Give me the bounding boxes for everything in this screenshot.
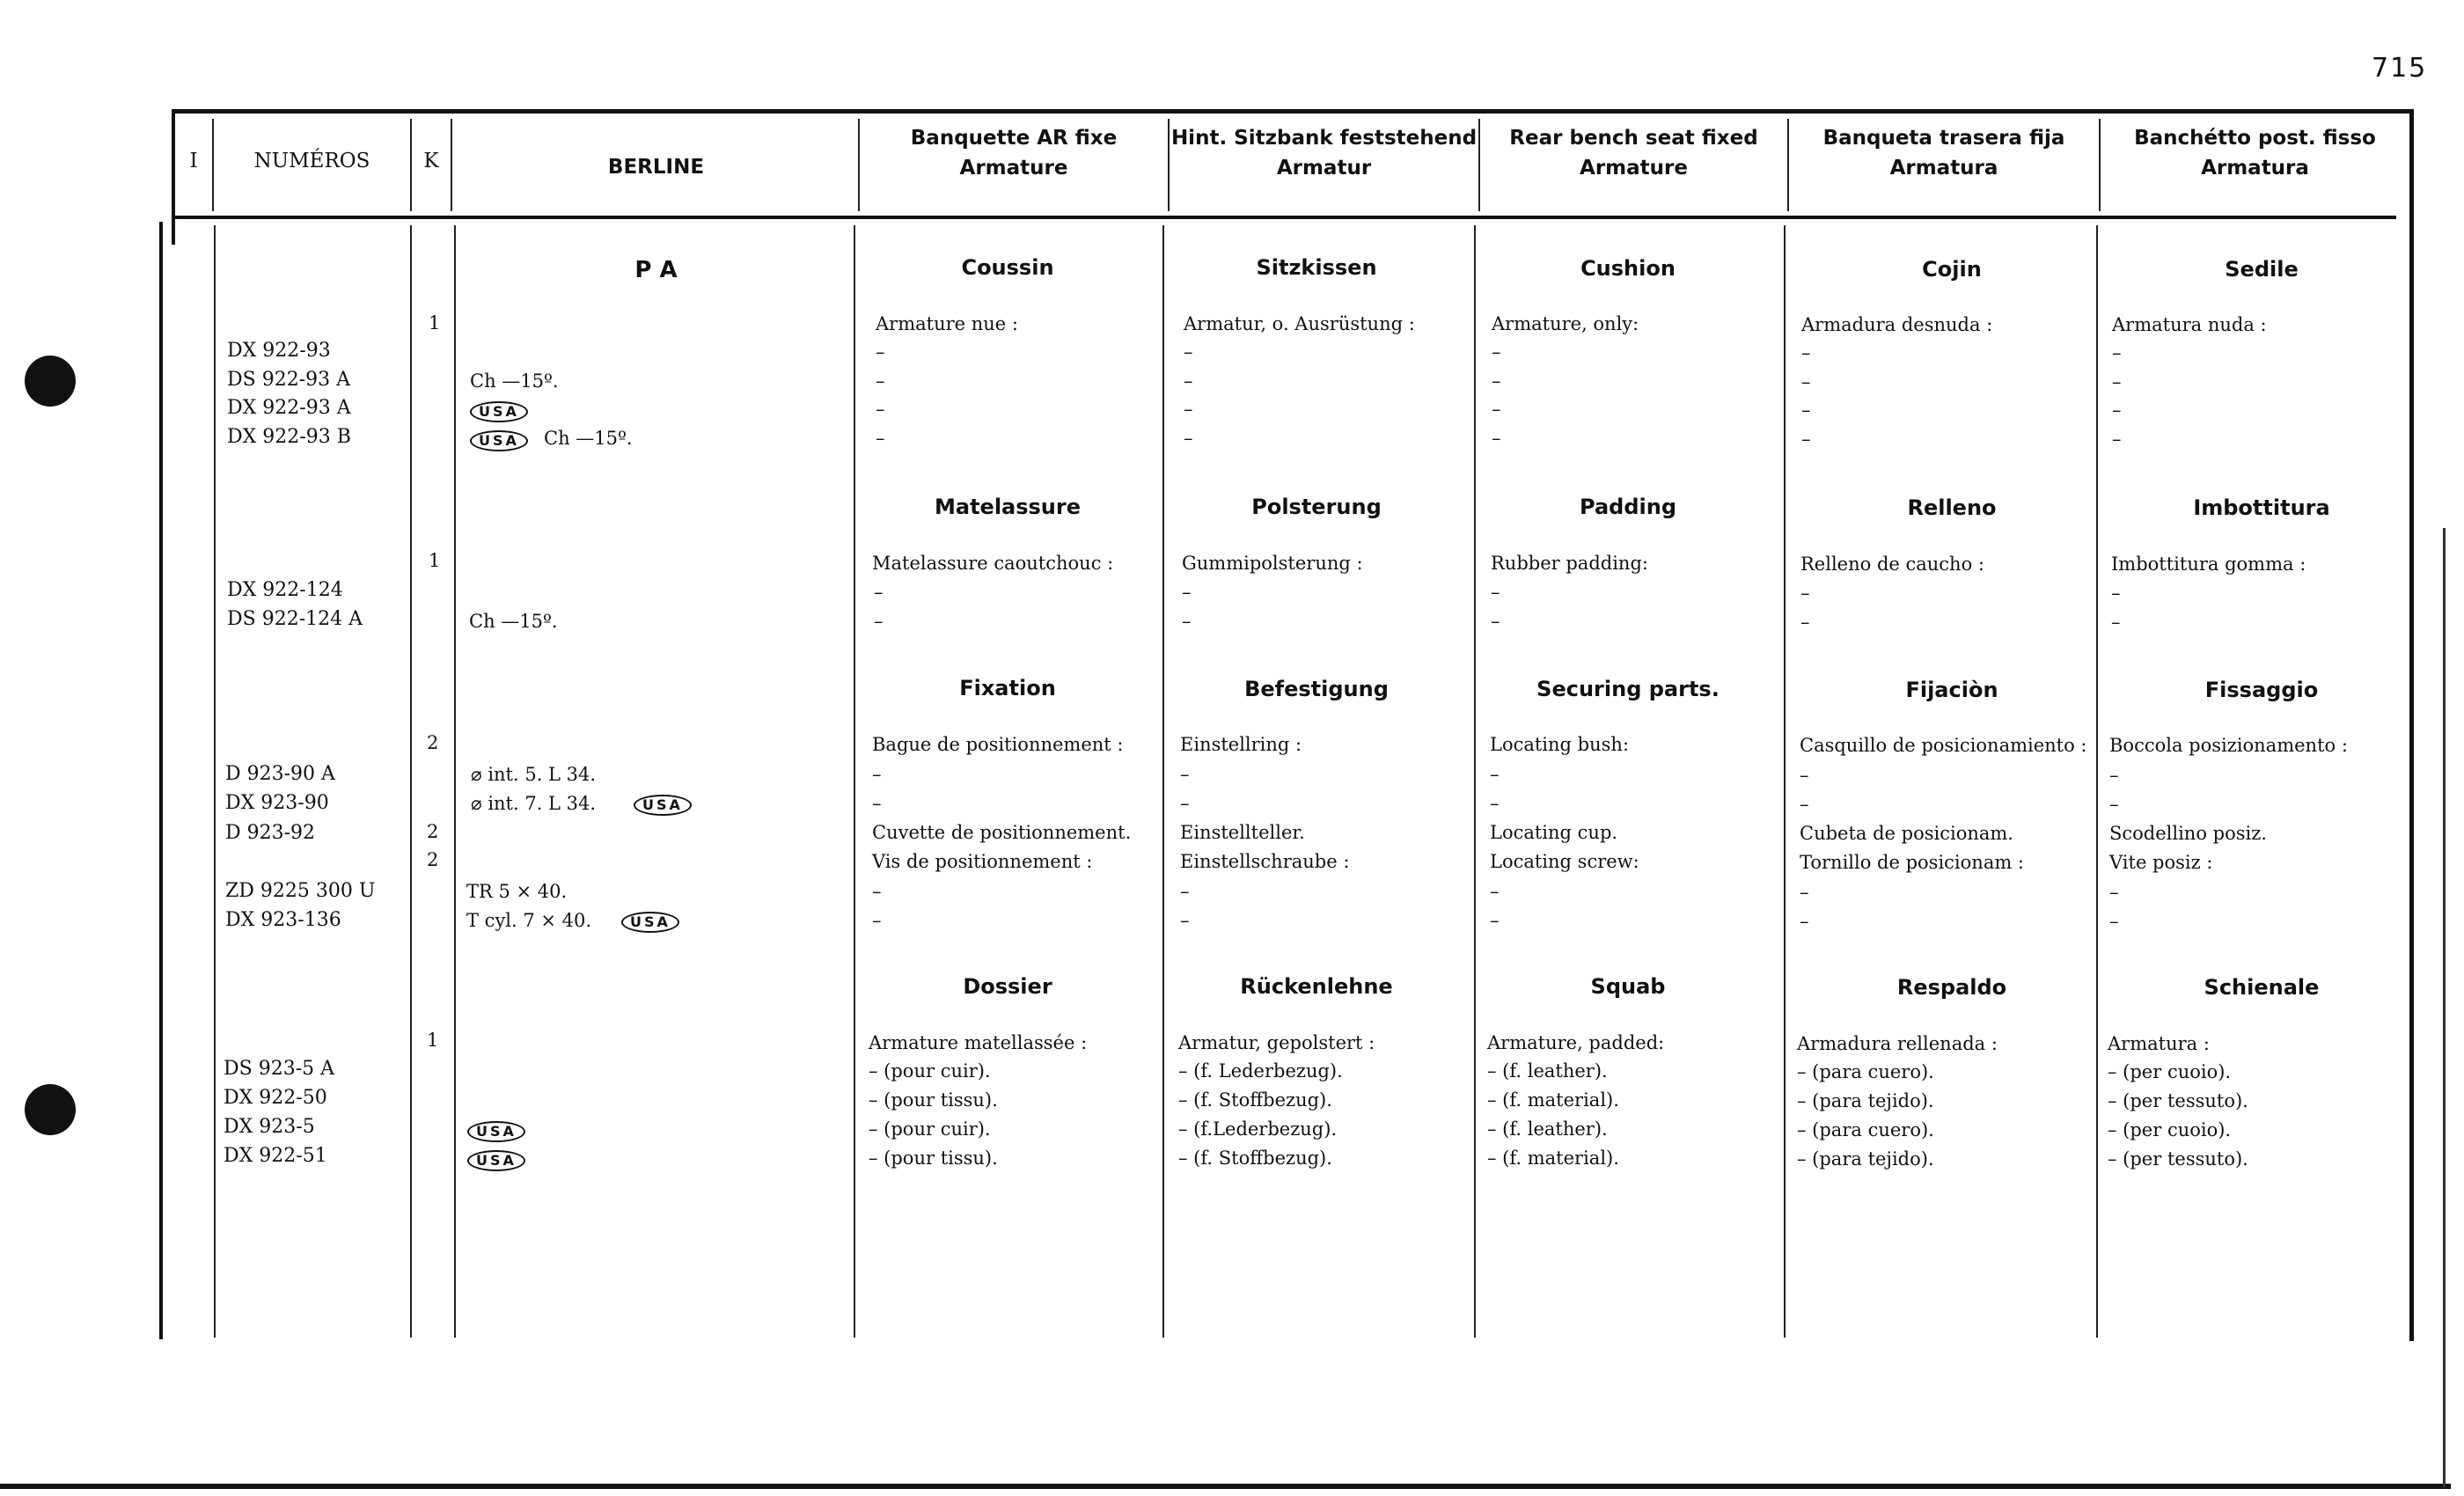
section-title-en: Squab (1590, 974, 1666, 999)
row-desc-es: Armadura rellenada : (1797, 1033, 1998, 1054)
page-number: 715 (2372, 53, 2428, 84)
section-title-fr: Fixation (959, 676, 1056, 700)
part-number: DX 922-93 A (227, 397, 351, 419)
column-divider (1784, 225, 1786, 1338)
row-desc-it: Vite posiz : (2109, 852, 2213, 873)
part-number: DX 922-93 B (227, 426, 351, 448)
row-desc-de: Einstellteller. (1180, 822, 1305, 843)
row-k: 1 (429, 550, 441, 571)
row-desc-it: Armatura nuda : (2112, 314, 2267, 335)
section-title-en: Padding (1580, 495, 1676, 519)
punch-hole (25, 356, 76, 407)
row-desc-de: – (1180, 910, 1190, 931)
row-desc-fr: – (pour tissu). (869, 1089, 998, 1111)
row-desc-fr: – (876, 370, 885, 392)
berline-note: T cyl. 7 × 40. (466, 910, 592, 931)
row-desc-it: Scodellino posiz. (2109, 823, 2267, 844)
row-desc-en: Locating cup. (1490, 822, 1618, 843)
row-desc-es: – (para cuero). (1797, 1119, 1934, 1140)
row-desc-en: Locating screw: (1490, 851, 1639, 872)
row-desc-es: Casquillo de posicionamiento : (1800, 735, 2087, 756)
row-desc-en: – (1490, 881, 1500, 902)
table-right-border (2409, 109, 2414, 1341)
section-title-it: Fissaggio (2204, 678, 2319, 702)
berline-note: Ch —15º. (469, 611, 558, 632)
section-title-es: Relleno (1907, 495, 1997, 520)
row-desc-en: – (1490, 910, 1500, 931)
row-desc-fr: – (872, 881, 882, 902)
header-col-i: I (189, 150, 198, 172)
row-desc-de: – (1182, 611, 1192, 632)
header-col-de: Hint. Sitzbank feststehend Armatur (1170, 127, 1478, 180)
section-title-fr: Coussin (961, 255, 1054, 280)
row-desc-it: – (2109, 765, 2119, 786)
page-right-rule (2443, 528, 2446, 1487)
row-desc-fr: – (pour tissu). (869, 1148, 998, 1169)
row-desc-fr: – (pour cuir). (869, 1118, 991, 1140)
part-number: DS 922-124 A (227, 608, 363, 630)
row-desc-fr: Armature nue : (876, 313, 1018, 334)
table-left-border (159, 222, 163, 1339)
part-number: DS 922-93 A (227, 369, 351, 391)
table-left-border (172, 109, 175, 245)
row-desc-en: – (1490, 793, 1500, 814)
row-desc-it: – (per cuoio). (2108, 1119, 2232, 1140)
column-divider (410, 225, 412, 1338)
row-desc-de: – (1182, 582, 1192, 603)
row-desc-it: Imbottitura gomma : (2111, 554, 2306, 575)
row-desc-en: – (f. material). (1487, 1148, 1619, 1169)
row-desc-es: – (1800, 612, 1810, 633)
row-desc-en: – (1492, 428, 1501, 449)
row-k: 1 (427, 1030, 439, 1051)
part-number: DX 922-124 (227, 579, 343, 601)
punch-hole (25, 1084, 76, 1135)
usa-badge: USA (470, 430, 528, 451)
column-divider (454, 225, 456, 1338)
part-number: D 923-92 (225, 822, 316, 844)
row-desc-en: – (1492, 370, 1501, 392)
part-number: DX 923-90 (225, 792, 329, 814)
column-divider (214, 225, 216, 1338)
part-number: DX 922-93 (227, 340, 331, 362)
row-desc-en: Locating bush: (1490, 734, 1630, 755)
row-desc-es: Relleno de caucho : (1800, 554, 1984, 575)
section-title-it: Schienale (2204, 975, 2320, 1000)
row-desc-it: – (per cuoio). (2108, 1061, 2232, 1082)
row-desc-fr: – (876, 341, 885, 363)
section-title-de: Polsterung (1251, 495, 1382, 519)
part-number: DX 923-5 (224, 1116, 315, 1138)
row-desc-en: – (1491, 611, 1500, 632)
row-desc-it: – (2111, 583, 2121, 604)
row-desc-it: – (2112, 400, 2122, 421)
row-desc-es: – (1801, 400, 1811, 421)
row-desc-es: – (1801, 429, 1811, 450)
header-col-en: Rear bench seat fixed Armature (1509, 127, 1758, 180)
section-title-en: Securing parts. (1536, 677, 1720, 701)
section-title-fr: Matelassure (934, 495, 1082, 519)
section-title-fr: Dossier (963, 974, 1052, 999)
row-desc-en: – (1491, 582, 1500, 603)
part-number: DX 922-50 (224, 1087, 327, 1109)
section-title-it: Sedile (2225, 257, 2299, 282)
usa-badge: USA (634, 795, 692, 816)
row-desc-fr: – (872, 764, 882, 785)
row-k: 1 (429, 312, 441, 334)
row-desc-es: – (para tejido). (1797, 1148, 1934, 1170)
row-desc-de: – (f. Stoffbezug). (1178, 1089, 1332, 1111)
row-desc-it: – (per tessuto). (2108, 1090, 2248, 1111)
row-desc-it: – (2112, 429, 2122, 450)
row-desc-es: – (1801, 371, 1811, 392)
usa-badge: USA (467, 1121, 525, 1142)
row-desc-es: – (1800, 911, 1809, 932)
section-title-de: Befestigung (1244, 677, 1389, 701)
section-title-es: Fijaciòn (1905, 678, 1998, 702)
row-desc-fr: Bague de positionnement : (872, 734, 1124, 755)
header-col-numeros: NUMÉROS (253, 150, 370, 172)
row-desc-es: – (1800, 765, 1809, 786)
berline-note: Ch —15º. (470, 370, 559, 392)
row-desc-de: Armatur, o. Ausrüstung : (1184, 313, 1415, 334)
column-divider (451, 119, 452, 211)
row-desc-fr: – (pour cuir). (869, 1060, 991, 1082)
row-desc-es: – (1800, 882, 1809, 903)
berline-subheading: P A (634, 257, 678, 283)
header-col-k: K (423, 150, 439, 172)
header-divider (172, 216, 2396, 219)
row-k: 2 (427, 821, 439, 842)
row-desc-fr: – (872, 910, 882, 931)
row-desc-en: – (f. leather). (1487, 1060, 1608, 1082)
row-desc-fr: Matelassure caoutchouc : (872, 553, 1114, 574)
row-desc-it: – (per tessuto). (2108, 1148, 2248, 1170)
row-desc-de: Einstellschraube : (1180, 851, 1350, 872)
row-desc-fr: – (876, 399, 885, 420)
column-divider (854, 225, 855, 1338)
row-desc-es: – (1801, 342, 1811, 363)
berline-note: ⌀ int. 7. L 34. (471, 793, 597, 814)
row-desc-en: Armature, only: (1492, 313, 1639, 334)
row-desc-de: Einstellring : (1180, 734, 1302, 755)
column-divider (2096, 225, 2098, 1338)
row-desc-de: – (f. Stoffbezug). (1178, 1148, 1332, 1169)
row-desc-es: – (para cuero). (1797, 1061, 1934, 1082)
section-title-es: Respaldo (1896, 975, 2007, 1000)
usa-badge: USA (621, 912, 679, 933)
row-desc-de: – (1180, 881, 1190, 902)
section-title-de: Sitzkissen (1256, 255, 1377, 280)
row-desc-es: – (1800, 794, 1809, 815)
part-number: DX 923-136 (225, 909, 341, 931)
row-desc-en: – (1492, 399, 1501, 420)
page-bottom-rule (0, 1484, 2451, 1489)
row-desc-en: – (f. material). (1487, 1089, 1619, 1111)
header-col-berline: BERLINE (607, 156, 705, 179)
row-desc-fr: Vis de positionnement : (872, 851, 1093, 872)
berline-note: Ch —15º. (544, 428, 633, 449)
part-number: DX 922-51 (224, 1145, 327, 1167)
usa-badge: USA (467, 1150, 525, 1171)
row-desc-de: – (1180, 793, 1190, 814)
header-col-es: Banqueta trasera fija Armatura (1822, 127, 2065, 180)
row-desc-de: Armatur, gepolstert : (1178, 1032, 1375, 1053)
row-desc-es: Armadura desnuda : (1801, 314, 1993, 335)
row-desc-de: – (f.Lederbezug). (1178, 1118, 1338, 1140)
berline-note: TR 5 × 40. (466, 881, 568, 902)
row-desc-en: – (1490, 764, 1500, 785)
row-desc-fr: – (876, 428, 885, 449)
column-divider (1162, 225, 1164, 1338)
row-desc-es: Cubeta de posicionam. (1800, 823, 2013, 844)
section-title-en: Cushion (1580, 256, 1676, 281)
row-desc-it: – (2109, 794, 2119, 815)
section-title-es: Cojin (1922, 257, 1982, 282)
row-desc-es: Tornillo de posicionam : (1800, 852, 2025, 873)
row-desc-de: – (1184, 341, 1193, 363)
row-desc-en: Armature, padded: (1487, 1032, 1665, 1053)
row-desc-en: – (1492, 341, 1501, 363)
usa-badge: USA (470, 401, 528, 422)
row-desc-fr: – (872, 793, 882, 814)
row-desc-it: Boccola posizionamento : (2109, 735, 2348, 756)
row-desc-es: – (1800, 583, 1810, 604)
row-desc-fr: Cuvette de positionnement. (872, 822, 1132, 843)
row-desc-en: – (f. leather). (1487, 1118, 1608, 1140)
row-desc-es: – (para tejido). (1797, 1090, 1934, 1111)
section-title-de: Rückenlehne (1240, 974, 1393, 999)
row-desc-it: – (2112, 342, 2122, 363)
header-col-fr: Banquette AR fixe Armature (910, 127, 1118, 180)
row-desc-fr: Armature matellassée : (869, 1032, 1088, 1053)
row-desc-fr: – (874, 611, 884, 632)
row-desc-it: Armatura : (2108, 1033, 2210, 1054)
column-divider (1474, 225, 1476, 1338)
row-desc-de: – (1180, 764, 1190, 785)
row-desc-it: – (2112, 371, 2122, 392)
row-desc-it: – (2111, 612, 2121, 633)
row-desc-de: Gummipolsterung : (1182, 553, 1363, 574)
row-desc-it: – (2109, 882, 2119, 903)
row-desc-de: – (1184, 428, 1193, 449)
row-desc-de: – (f. Lederbezug). (1178, 1060, 1343, 1082)
section-title-it: Imbottitura (2193, 495, 2330, 520)
part-number: D 923-90 A (225, 763, 335, 785)
row-k: 2 (427, 849, 439, 870)
row-desc-en: Rubber padding: (1491, 553, 1648, 574)
part-number: ZD 9225 300 U (225, 880, 376, 902)
berline-note: ⌀ int. 5. L 34. (471, 764, 597, 785)
table-top-border (172, 109, 2414, 114)
header-col-it: Banchétto post. fisso Armatura (2134, 127, 2376, 180)
row-k: 2 (427, 732, 439, 753)
part-number: DS 923-5 A (224, 1058, 335, 1080)
row-desc-it: – (2109, 911, 2119, 932)
row-desc-de: – (1184, 370, 1193, 392)
row-desc-de: – (1184, 399, 1193, 420)
row-desc-fr: – (874, 582, 884, 603)
